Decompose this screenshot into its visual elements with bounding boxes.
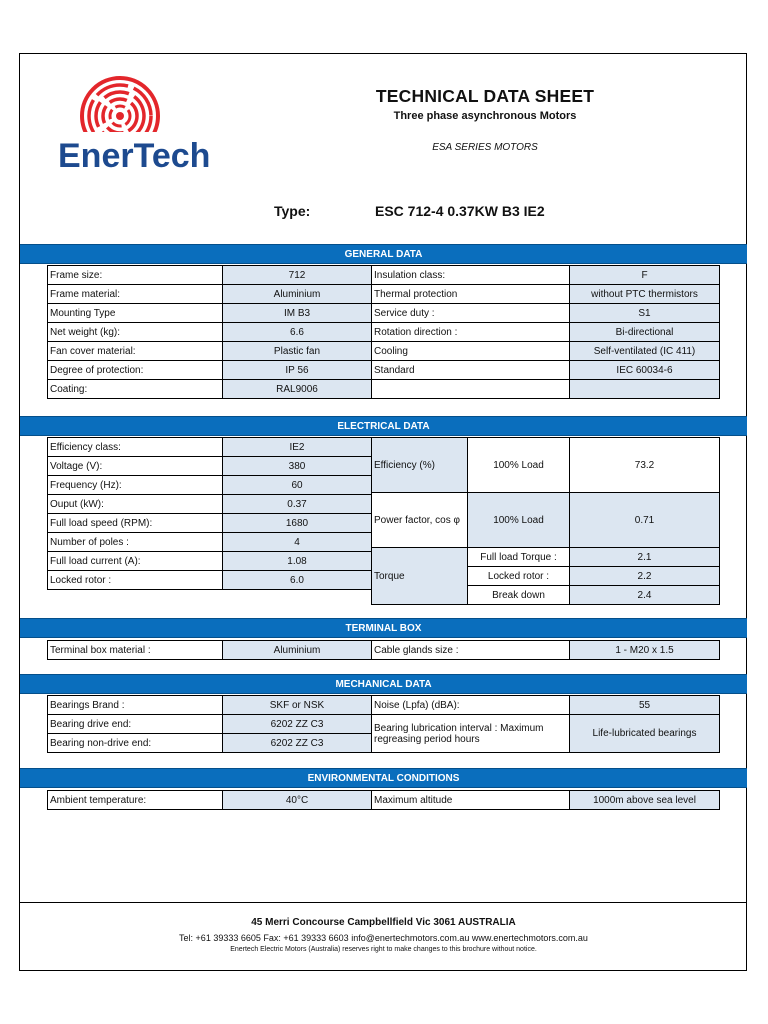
electrical-value: 60: [223, 476, 372, 495]
table-row: [48, 266, 720, 285]
electrical-value: 1680: [223, 514, 372, 533]
efficiency-value: 73.2: [570, 438, 720, 493]
table-row: [48, 514, 372, 533]
general-data-heading: GENERAL DATA: [20, 244, 747, 264]
terminal-value: Aluminium: [223, 641, 372, 660]
general-empty-cell: [372, 380, 570, 399]
page-subtitle: Three phase asynchronous Motors: [393, 110, 577, 122]
torque-value: 2.2: [570, 567, 720, 586]
table-row: [48, 533, 372, 552]
noise-label: Noise (Lpfa) (dBA):: [372, 696, 570, 715]
environmental-label: Ambient temperature:: [48, 791, 223, 810]
table-row: [48, 571, 372, 590]
electrical-value: 0.37: [223, 495, 372, 514]
page-title: TECHNICAL DATA SHEET: [375, 86, 595, 106]
general-label: Fan cover material:: [48, 342, 223, 361]
general-value: S1: [570, 304, 720, 323]
mechanical-value: 6202 ZZ C3: [223, 734, 372, 753]
mechanical-value: SKF or NSK: [223, 696, 372, 715]
table-row: [48, 285, 720, 304]
lubrication-value: Life-lubricated bearings: [570, 715, 720, 753]
footer-divider: [20, 902, 747, 903]
footer-disclaimer: Enertech Electric Motors (Australia) reserves right to make changes to this brochure without notice.: [230, 946, 537, 953]
environmental-heading: ENVIRONMENTAL CONDITIONS: [20, 768, 747, 788]
efficiency-label: Efficiency (%): [372, 438, 468, 493]
table-row: [48, 323, 720, 342]
electrical-value: IE2: [223, 438, 372, 457]
electrical-label: Full load current (A):: [48, 552, 223, 571]
electrical-left-table: [47, 437, 372, 590]
general-label: Frame size:: [48, 266, 223, 285]
mechanical-label: Bearing non-drive end:: [48, 734, 223, 753]
table-row: [48, 304, 720, 323]
electrical-label: Frequency (Hz):: [48, 476, 223, 495]
environmental-value: 1000m above sea level: [570, 791, 720, 810]
general-label: Degree of protection:: [48, 361, 223, 380]
electrical-value: 4: [223, 533, 372, 552]
torque-label: Torque: [372, 548, 468, 605]
general-value: Plastic fan: [223, 342, 372, 361]
environmental-value: 40°C: [223, 791, 372, 810]
general-value: without PTC thermistors: [570, 285, 720, 304]
table-row: [48, 696, 720, 715]
general-label: Rotation direction :: [372, 323, 570, 342]
terminal-label: Cable glands size :: [372, 641, 570, 660]
table-row: [48, 476, 372, 495]
lubrication-label: Bearing lubrication interval : Maximum regreasing period hours: [372, 715, 570, 753]
general-value: Bi-directional: [570, 323, 720, 342]
general-label: Coating:: [48, 380, 223, 399]
torque-value: 2.1: [570, 548, 720, 567]
general-value: 6.6: [223, 323, 372, 342]
torque-sub: Locked rotor :: [468, 567, 570, 586]
electrical-label: Number of poles :: [48, 533, 223, 552]
enertech-logo: [58, 68, 218, 178]
footer-address: 45 Merri Concourse Campbellfield Vic 3061 AUSTRALIA: [251, 917, 516, 928]
terminal-box-heading: TERMINAL BOX: [20, 618, 747, 638]
table-row: [48, 715, 720, 734]
table-row: [48, 495, 372, 514]
power-factor-sub: 100% Load: [468, 493, 570, 548]
type-value: ESC 712-4 0.37KW B3 IE2: [375, 203, 545, 219]
terminal-value: 1 - M20 x 1.5: [570, 641, 720, 660]
table-row: [372, 438, 720, 493]
general-label: Cooling: [372, 342, 570, 361]
table-row: [48, 361, 720, 380]
environmental-label: Maximum altitude: [372, 791, 570, 810]
general-label: Insulation class:: [372, 266, 570, 285]
mechanical-label: Bearing drive end:: [48, 715, 223, 734]
power-factor-value: 0.71: [570, 493, 720, 548]
mechanical-data-table: [47, 695, 720, 753]
general-label: Mounting Type: [48, 304, 223, 323]
general-label: Service duty :: [372, 304, 570, 323]
table-row: [372, 548, 720, 567]
electrical-label: Locked rotor :: [48, 571, 223, 590]
electrical-label: Efficiency class:: [48, 438, 223, 457]
mechanical-value: 6202 ZZ C3: [223, 715, 372, 734]
electrical-value: 6.0: [223, 571, 372, 590]
electrical-right-table: [371, 437, 720, 605]
general-value: 712: [223, 266, 372, 285]
terminal-box-table: [47, 640, 720, 660]
table-row: [48, 552, 372, 571]
table-row: [372, 493, 720, 548]
general-label: Net weight (kg):: [48, 323, 223, 342]
footer-contact: Tel: +61 39333 6605 Fax: +61 39333 6603 info@enertechmotors.com.au www.enertechmotors.com.au: [179, 933, 588, 943]
general-label: Frame material:: [48, 285, 223, 304]
brand-wordmark: EnerTech: [58, 137, 211, 175]
general-value: Self-ventilated (IC 411): [570, 342, 720, 361]
general-value: RAL9006: [223, 380, 372, 399]
general-label: Thermal protection: [372, 285, 570, 304]
torque-sub: Break down: [468, 586, 570, 605]
general-value: F: [570, 266, 720, 285]
electrical-value: 380: [223, 457, 372, 476]
power-factor-label: Power factor, cos φ: [372, 493, 468, 548]
table-row: [48, 791, 720, 810]
mechanical-data-heading: MECHANICAL DATA: [20, 674, 747, 694]
efficiency-sub: 100% Load: [468, 438, 570, 493]
table-row: [48, 457, 372, 476]
electrical-label: Voltage (V):: [48, 457, 223, 476]
terminal-label: Terminal box material :: [48, 641, 223, 660]
electrical-label: Ouput (kW):: [48, 495, 223, 514]
general-value: Aluminium: [223, 285, 372, 304]
general-data-table: [47, 265, 720, 399]
general-value: IM B3: [223, 304, 372, 323]
torque-sub: Full load Torque :: [468, 548, 570, 567]
table-row: [48, 342, 720, 361]
noise-value: 55: [570, 696, 720, 715]
table-row: [48, 438, 372, 457]
general-label: Standard: [372, 361, 570, 380]
general-value: IP 56: [223, 361, 372, 380]
electrical-label: Full load speed (RPM):: [48, 514, 223, 533]
mechanical-label: Bearings Brand :: [48, 696, 223, 715]
environmental-table: [47, 790, 720, 810]
series-name: ESA SERIES MOTORS: [432, 142, 538, 153]
table-row: [48, 641, 720, 660]
type-label: Type:: [274, 203, 311, 219]
general-value: IEC 60034-6: [570, 361, 720, 380]
electrical-data-heading: ELECTRICAL DATA: [20, 416, 747, 436]
general-empty-cell: [570, 380, 720, 399]
electrical-value: 1.08: [223, 552, 372, 571]
torque-value: 2.4: [570, 586, 720, 605]
table-row: [48, 380, 720, 399]
